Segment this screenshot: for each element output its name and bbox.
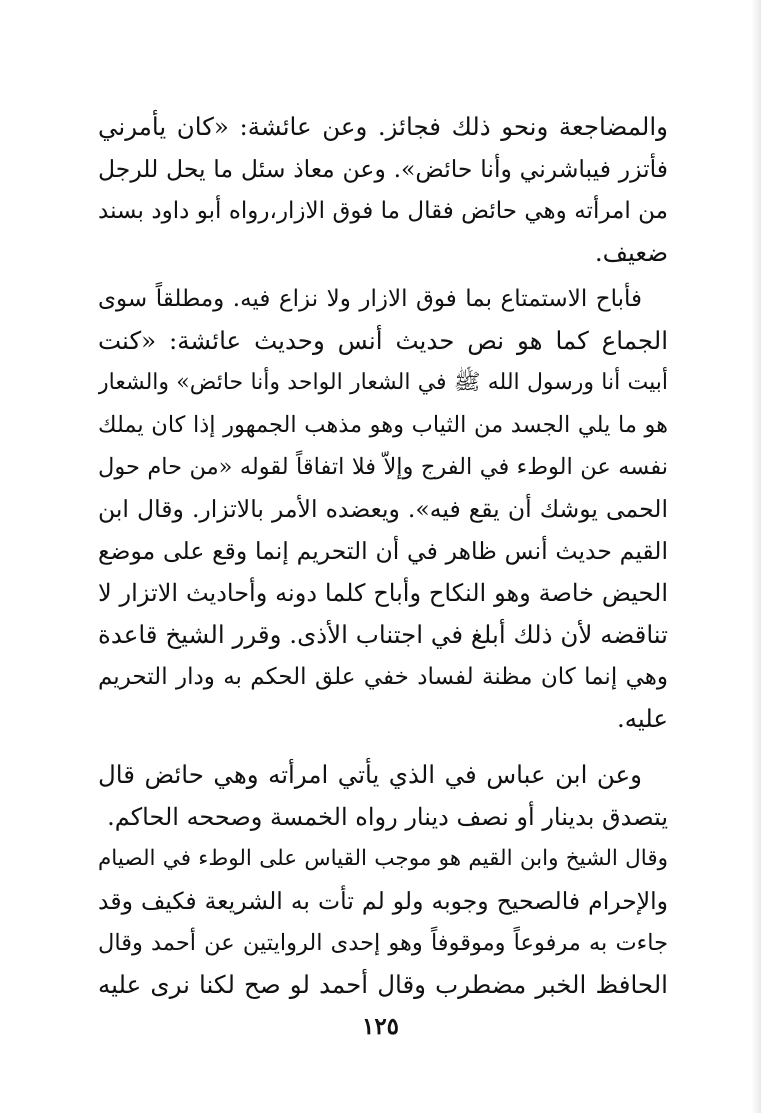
text-line: وهي إنما كان مظنة لفساد خفي علق الحكم به ودار التحريم <box>98 664 668 690</box>
text-line: عليه. <box>616 704 668 733</box>
paragraph-2 <box>98 278 668 740</box>
text-line: فأباح الاستمتاع بما فوق الازار ولا نزاع فيه. ومطلقاً سوى <box>98 286 642 312</box>
text-line: فأتزر فيباشرني وأنا حائض». وعن معاذ سئل ما يحل للرجل <box>98 155 668 183</box>
page-number: ١٢٥ <box>361 1013 400 1040</box>
paragraph-3 <box>98 754 668 1006</box>
text-line: جاءت به مرفوعاً وموقوفاً وهو إحدى الروايتين عن أحمد وقال <box>98 930 668 956</box>
text-line: تناقضه لأن ذلك أبلغ في اجتناب الأذى. وقرر الشيخ قاعدة <box>98 620 668 649</box>
text-line: والإحرام فالصحيح وجوبه ولو لم تأت به الشريعة فكيف وقد <box>98 887 668 915</box>
text-line: الجماع كما هو نص حديث أنس وحديث عائشة: «كنت <box>98 326 668 355</box>
text-line: الحيض خاصة وهو النكاح وأباح كلما دونه وأحاديث الاتزار لا <box>98 579 668 607</box>
text-line: هو ما يلي الجسد من الثياب وهو مذهب الجمهور إذا كان يملك <box>98 412 668 438</box>
text-line: القيم حديث أنس ظاهر في أن التحريم إنما وقع على موضع <box>98 537 668 565</box>
text-line: من امرأته وهي حائض فقال ما فوق الازار،رواه أبو داود بسند <box>98 198 668 224</box>
text-line: وعن ابن عباس في الذي يأتي امرأته وهي حائض قال <box>98 760 642 789</box>
text-line: الحافظ الخبر مضطرب وقال أحمد لو صح لكنا نرى عليه <box>98 970 668 999</box>
text-line: يتصدق بدينار أو نصف دينار رواه الخمسة وصححه الحاكم. <box>107 803 668 831</box>
text-line: الحمى يوشك أن يقع فيه». ويعضده الأمر بالاتزار. وقال ابن <box>98 495 668 523</box>
text-line: وقال الشيخ وابن القيم هو موجب القياس على الوطء في الصيام <box>98 846 668 871</box>
text-line: ضعيف. <box>594 238 668 267</box>
text-line: أبيت أنا ورسول الله ﷺ في الشعار الواحد وأنا حائض» والشعار <box>98 370 668 395</box>
text-line: والمضاجعة ونحو ذلك فجائز. وعن عائشة: «كان يأمرني <box>98 112 668 141</box>
paragraph-1 <box>98 106 668 274</box>
text-line: نفسه عن الوطء في الفرج وإلاّ فلا اتفاقاً لقوله «من حام حول <box>98 454 668 480</box>
page-edge-shadow <box>751 0 761 1113</box>
